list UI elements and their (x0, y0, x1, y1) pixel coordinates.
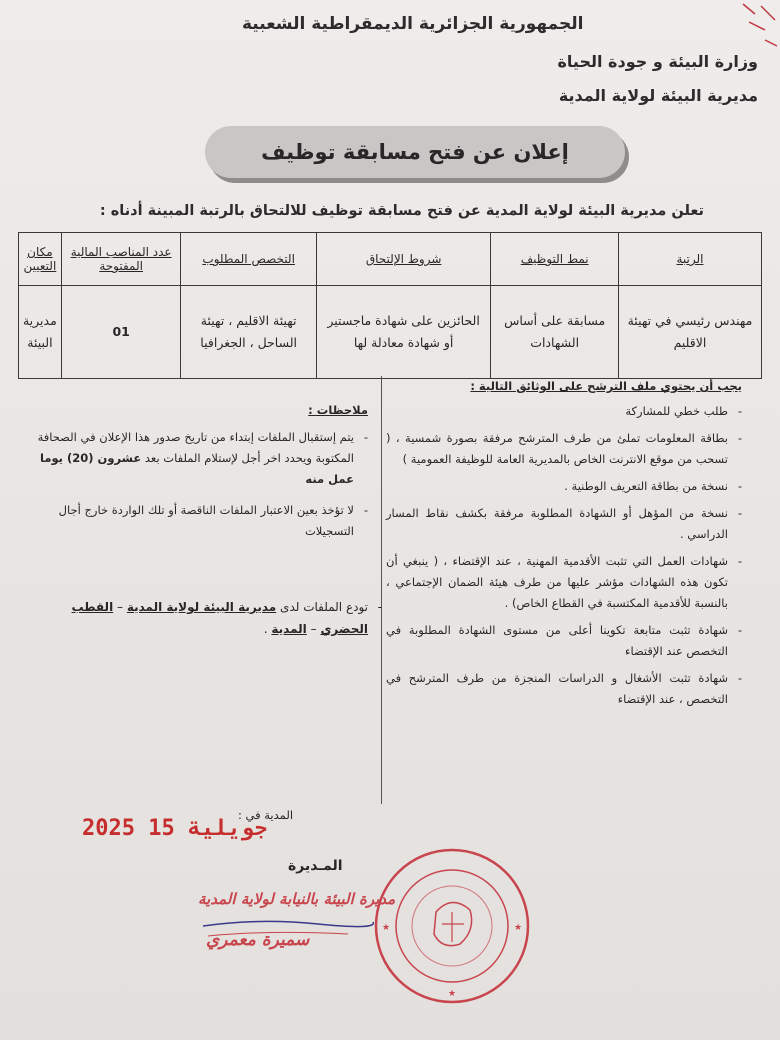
th-location: مكان التعيين (19, 233, 62, 286)
deposit-city: المدية (271, 622, 307, 636)
th-grade: الرتبة (618, 233, 761, 286)
deposit-end: . (263, 622, 268, 636)
documents-list (386, 401, 742, 710)
announcement-banner: إعلان عن فتح مسابقة توظيف (205, 126, 625, 178)
deposit-place: مديرية البيئة لولاية المدية (126, 600, 277, 614)
required-documents (386, 376, 742, 716)
note-text: يتم إستقبال الملفات إبتداء من تاريخ صدور هذا الإعلان في الصحافة المكتوبة ويحدد اخر أجل لإستلام الملفات بعد (37, 430, 354, 465)
list-item: - شهادات العمل التي تثبت الأقدمية المهنية ، عند الإقتضاء ، ( ينبغي أن تكون هذه الشهادات مؤشر عليها من طرف هيئة الضمان الإجتماعي ، بالنسبة للأقدمية المكتسبة في القطاع الخاص) . (386, 551, 728, 614)
svg-text:★: ★ (447, 989, 457, 999)
positions-table (18, 232, 762, 379)
th-specialty: التخصص المطلوب (181, 233, 316, 286)
notes-list (28, 427, 368, 542)
handwritten-date: 2025 15 جويلية (82, 816, 268, 841)
cell-conditions: الحائزين على شهادة ماجستير أو شهادة معادلة لها (316, 286, 491, 379)
republic-heading: الجمهورية الجزائرية الديمقراطية الشعبية (242, 14, 584, 34)
deposit-instruction (28, 596, 382, 640)
table-row (19, 286, 762, 379)
deposit-dash: – (117, 600, 124, 614)
list-item: - نسخة من المؤهل أو الشهادة المطلوبة مرفقة بكشف نقاط المسار الدراسي . (386, 503, 728, 545)
list-item: - بطاقة المعلومات تملئ من طرف المترشح مرفقة بصورة شمسية ، ( تسحب من موقع الانترنت الخاص بالمديرية العامة للوظيفة العمومية ) (386, 428, 728, 470)
cell-positions: 01 (61, 286, 181, 379)
cell-grade: مهندس رئيسي في تهيئة الاقليم (618, 286, 761, 379)
list-item: - لا تؤخذ بعين الاعتبار الملفات الناقصة أو تلك الواردة خارج أجال التسجيلات (28, 500, 354, 542)
director-title: المـديرة (288, 858, 343, 874)
list-item: - شهادة تثبت الأشغال و الدراسات المنجزة من طرف المترشح في التخصص ، عند الإقتضاء (386, 668, 728, 710)
deposit-area: القطب الحضري (71, 600, 368, 636)
deposit-dash: – (310, 622, 317, 636)
th-mode: نمط التوظيف (491, 233, 619, 286)
th-conditions: شروط الإلتحاق (316, 233, 491, 286)
directorate-heading: مديرية البيئة لولاية المدية (558, 86, 758, 105)
cell-specialty: تهيئة الاقليم ، تهيئة الساحل ، الجغرافيا (181, 286, 316, 379)
ministry-heading: وزارة البيئة و جودة الحياة (557, 52, 758, 71)
th-positions: عدد المناصب المالية المفتوحة (61, 233, 181, 286)
signature-name: سميرة معمري (206, 930, 310, 950)
column-divider (381, 376, 382, 804)
intro-text: تعلن مديرية البيئة لولاية المدية عن فتح مسابقة توظيف للالتحاق بالرتبة المبينة أدناه : (99, 203, 704, 219)
list-item: - نسخة من بطاقة التعريف الوطنية . (386, 476, 728, 497)
svg-text:★: ★ (381, 923, 391, 933)
deposit-prefix: تودع الملفات لدى (280, 600, 368, 614)
deadline-text: عشرون (20) يوما عمل منه (40, 451, 354, 486)
official-seal-stamp (372, 846, 532, 1006)
list-item: - طلب خطي للمشاركة (386, 401, 728, 422)
notes-title: ملاحظات : (308, 403, 368, 417)
list-item (28, 427, 354, 490)
corner-scribble (735, 0, 780, 60)
signature-stroke (198, 916, 378, 956)
svg-text:★: ★ (513, 923, 523, 933)
list-item: - شهادة تثبت متابعة تكوينا أعلى من مستوى الشهادة المطلوبة في التخصص عند الإقتضاء (386, 620, 728, 662)
cell-location: مديرية البيئة (19, 286, 62, 379)
documents-title: يجب أن يحتوي ملف الترشح على الوثائق التالية : (470, 379, 742, 393)
signature-stamp-line: مديرة البيئة بالنيابة لولاية المدية (198, 890, 396, 908)
cell-mode: مسابقة على أساس الشهادات (491, 286, 619, 379)
place-label: المدية في : (238, 808, 294, 822)
notes-section (28, 400, 368, 552)
table-header-row (19, 233, 762, 286)
